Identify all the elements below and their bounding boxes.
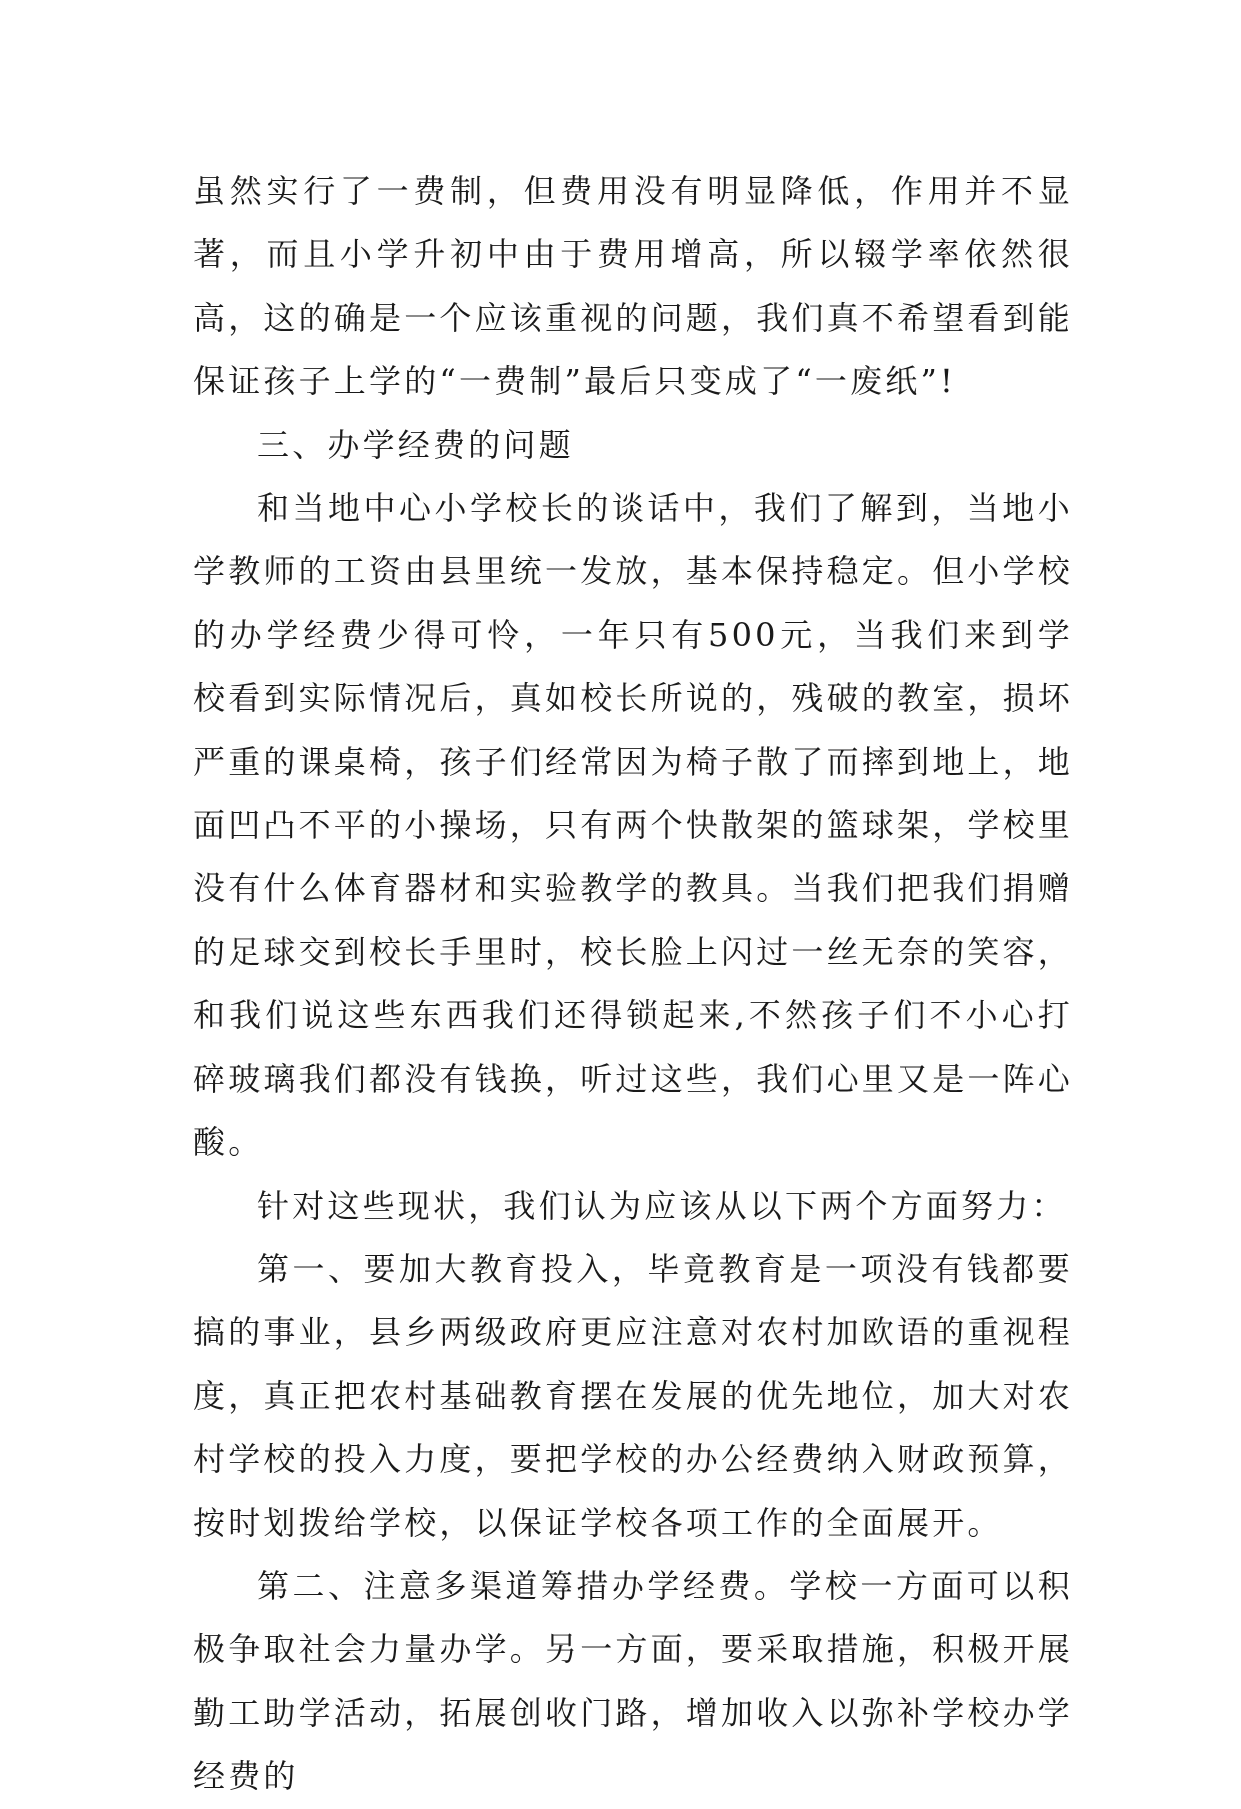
paragraph: 第一、要加大教育投入，毕竟教育是一项没有钱都要搞的事业，县乡两级政府更应注意对农村加欧语的重视程度，真正把农村基础教育摆在发展的优先地位，加大对农村学校的投入力度，要把学校的办公经费纳入财政预算，按时划拨给学校，以保证学校各项工作的全面展开。 bbox=[193, 1249, 1074, 1542]
paragraph-continuation: 虽然实行了一费制，但费用没有明显降低，作用并不显著，而且小学升初中由于费用增高，所以辍学率依然很高，这的确是一个应该重视的问题，我们真不希望看到能保证孩子上学的“一费制”最后只变成了“一废纸”! bbox=[193, 172, 1074, 401]
paragraph: 针对这些现状，我们认为应该从以下两个方面努力： bbox=[257, 1186, 1067, 1225]
section-heading: 三、办学经费的问题 bbox=[257, 425, 574, 464]
document-body bbox=[193, 160, 1073, 1809]
paragraph: 和当地中心小学校长的谈话中，我们了解到，当地小学教师的工资由县里统一发放，基本保持稳定。但小学校的办学经费少得可怜，一年只有500元，当我们来到学校看到实际情况后，真如校长所说的，残破的教室，损坏严重的课桌椅，孩子们经常因为椅子散了而摔到地上，地面凹凸不平的小操场，只有两个快散架的篮球架，学校里没有什么体育器材和实验教学的教具。当我们把我们捐赠的足球交到校长手里时，校长脸上闪过一丝无奈的笑容，和我们说这些东西我们还得锁起来,不然孩子们不小心打碎玻璃我们都没有钱换，听过这些，我们心里又是一阵心酸。 bbox=[193, 489, 1074, 1162]
paragraph: 第二、注意多渠道筹措办学经费。学校一方面可以积极争取社会力量办学。另一方面，要采取措施，积极开展勤工助学活动，拓展创收门路，增加收入以弥补学校办学经费的 bbox=[193, 1566, 1074, 1796]
